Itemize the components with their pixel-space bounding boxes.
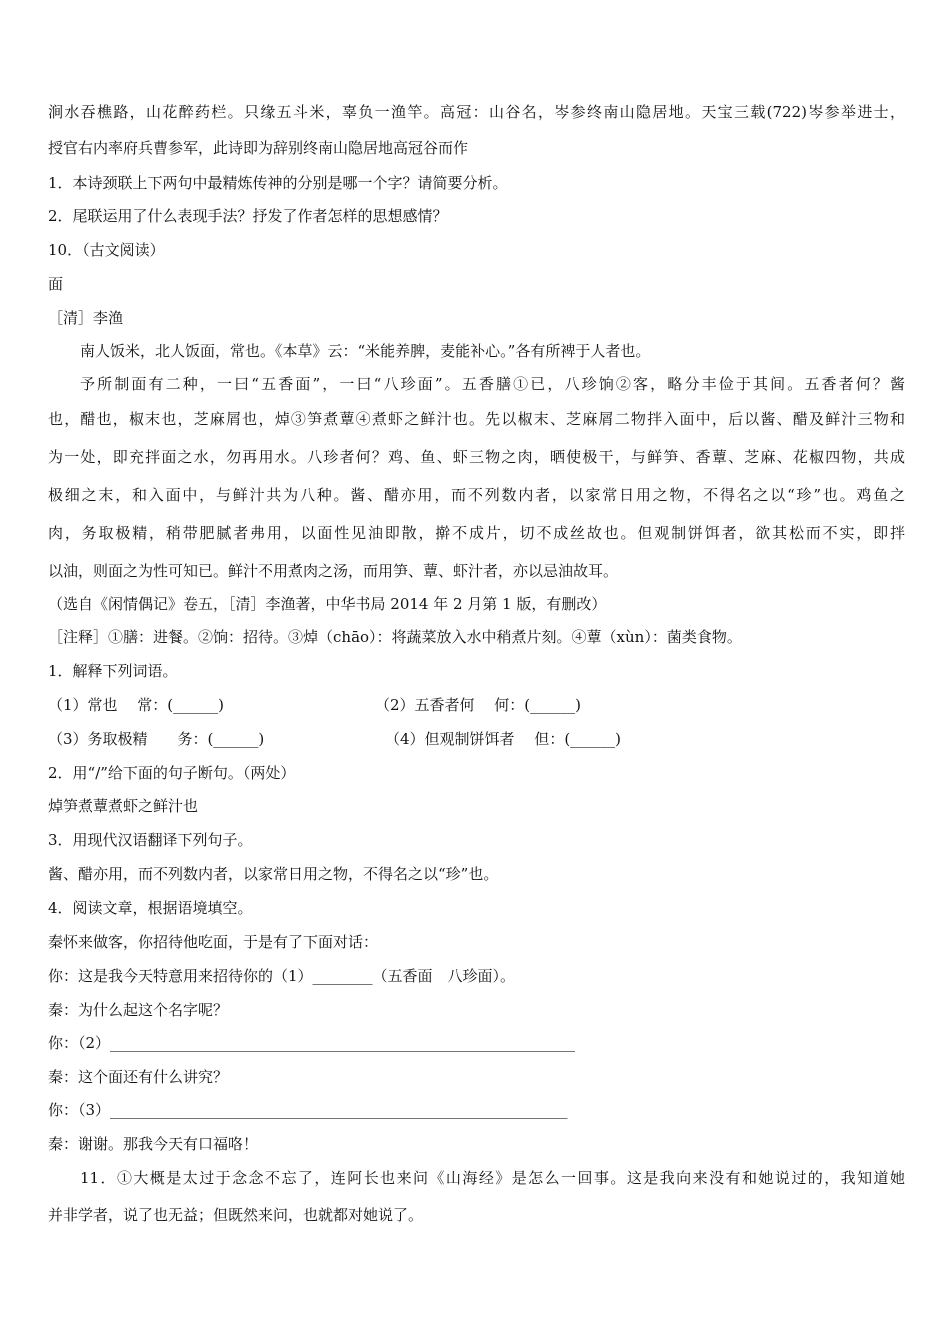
dialogue-line: 你：（2）______________________________________________________________ bbox=[48, 1034, 576, 1052]
word-item: （3）务取极精 务：(______) bbox=[48, 730, 265, 748]
passage-line: 也，醋也，椒末也，芝麻屑也，焯③笋煮蕈④煮虾之鲜汁也。先以椒末、芝麻屑二物拌入面中，后以酱、醋及鲜汁三物和 bbox=[48, 410, 905, 428]
passage-line: 予所制面有二种，一曰“五香面”，一曰“八珍面”。五香膳①已，八珍饷②客，略分丰俭于其间。五香者何？酱 bbox=[80, 375, 905, 393]
passage-author: ［清］李渔 bbox=[48, 309, 124, 327]
passage-title: 面 bbox=[48, 275, 64, 293]
sub-question: 1．解释下列词语。 bbox=[48, 662, 178, 680]
poem-note-line: 授官右内率府兵曹参军，此诗即为辞别终南山隐居地高冠谷而作 bbox=[48, 139, 469, 157]
sub-question: 2．用“/”给下面的句子断句。（两处） bbox=[48, 764, 296, 782]
passage-line: 以油，则面之为性可知已。鲜汁不用煮肉之汤，而用笋、蕈、虾汁者，亦以忌油故耳。 bbox=[48, 562, 619, 580]
section-heading: 10．（古文阅读） bbox=[48, 241, 165, 259]
word-item: （2）五香者何 何：(______) bbox=[375, 696, 582, 714]
question: 1．本诗颈联上下两句中最精炼传神的分别是哪一个字？请简要分析。 bbox=[48, 174, 508, 192]
sub-question-text: 焯笋煮蕈煮虾之鲜汁也 bbox=[48, 797, 199, 815]
dialogue-line: 你：（3）_____________________________________________________________ bbox=[48, 1101, 568, 1119]
dialogue-line: 秦：为什么起这个名字呢？ bbox=[48, 1001, 229, 1019]
passage-paragraph: 南人饭米，北人饭面，常也。《本草》云：“米能养脾，麦能补心。”各有所裨于人者也。 bbox=[80, 342, 651, 360]
passage-line: 并非学者，说了也无益；但既然来问，也就都对她说了。 bbox=[48, 1206, 424, 1224]
word-item: （4）但观制饼饵者 但：(______) bbox=[385, 730, 622, 748]
source-citation: （选自《闲情偶记》卷五，［清］李渔著，中华书局 2014 年 2 月第 1 版，有删改） bbox=[48, 595, 607, 613]
dialogue-line: 秦：这个面还有什么讲究？ bbox=[48, 1068, 229, 1086]
passage-line: 11．①大概是太过于念念不忘了，连阿长也来问《山海经》是怎么一回事。这是我向来没有和她说过的，我知道她 bbox=[80, 1169, 905, 1187]
passage-line: 肉，务取极精，稍带肥腻者弗用，以面性见油即散，擀不成片，切不成丝故也。但观制饼饵者，欲其松而不实，即拌 bbox=[48, 524, 905, 542]
dialogue-line: 秦怀来做客，你招待他吃面，于是有了下面对话： bbox=[48, 933, 379, 951]
annotations: ［注释］①膳：进餐。②饷：招待。③焯（chāo）：将蔬菜放入水中稍煮片刻。④蕈（xùn）：菌类食物。 bbox=[48, 628, 742, 646]
sub-question: 4．阅读文章，根据语境填空。 bbox=[48, 899, 253, 917]
word-item: （1）常也 常：(______) bbox=[48, 696, 225, 714]
dialogue-line: 秦：谢谢。那我今天有口福咯！ bbox=[48, 1135, 259, 1153]
sub-question: 3．用现代汉语翻译下列句子。 bbox=[48, 831, 253, 849]
passage-line: 为一处，即充拌面之水，勿再用水。八珍者何？鸡、鱼、虾三物之肉，晒使极干，与鲜笋、香蕈、芝麻、花椒四物，共成 bbox=[48, 448, 905, 466]
passage-line: 极细之末，和入面中，与鲜汁共为八种。酱、醋亦用，而不列数内者，以家常日用之物，不得名之以“珍”也。鸡鱼之 bbox=[48, 486, 905, 504]
sub-question-text: 酱、醋亦用，而不列数内者，以家常日用之物，不得名之以“珍”也。 bbox=[48, 865, 499, 883]
question: 2．尾联运用了什么表现手法？抒发了作者怎样的思想感情？ bbox=[48, 207, 448, 225]
poem-note-line: 涧水吞樵路，山花醉药栏。只缘五斗米，辜负一渔竿。高冠：山谷名，岑参终南山隐居地。天宝三载(722)岑参举进士， bbox=[48, 103, 905, 121]
dialogue-line: 你：这是我今天特意用来招待你的（1）________（五香面 八珍面）。 bbox=[48, 967, 516, 985]
